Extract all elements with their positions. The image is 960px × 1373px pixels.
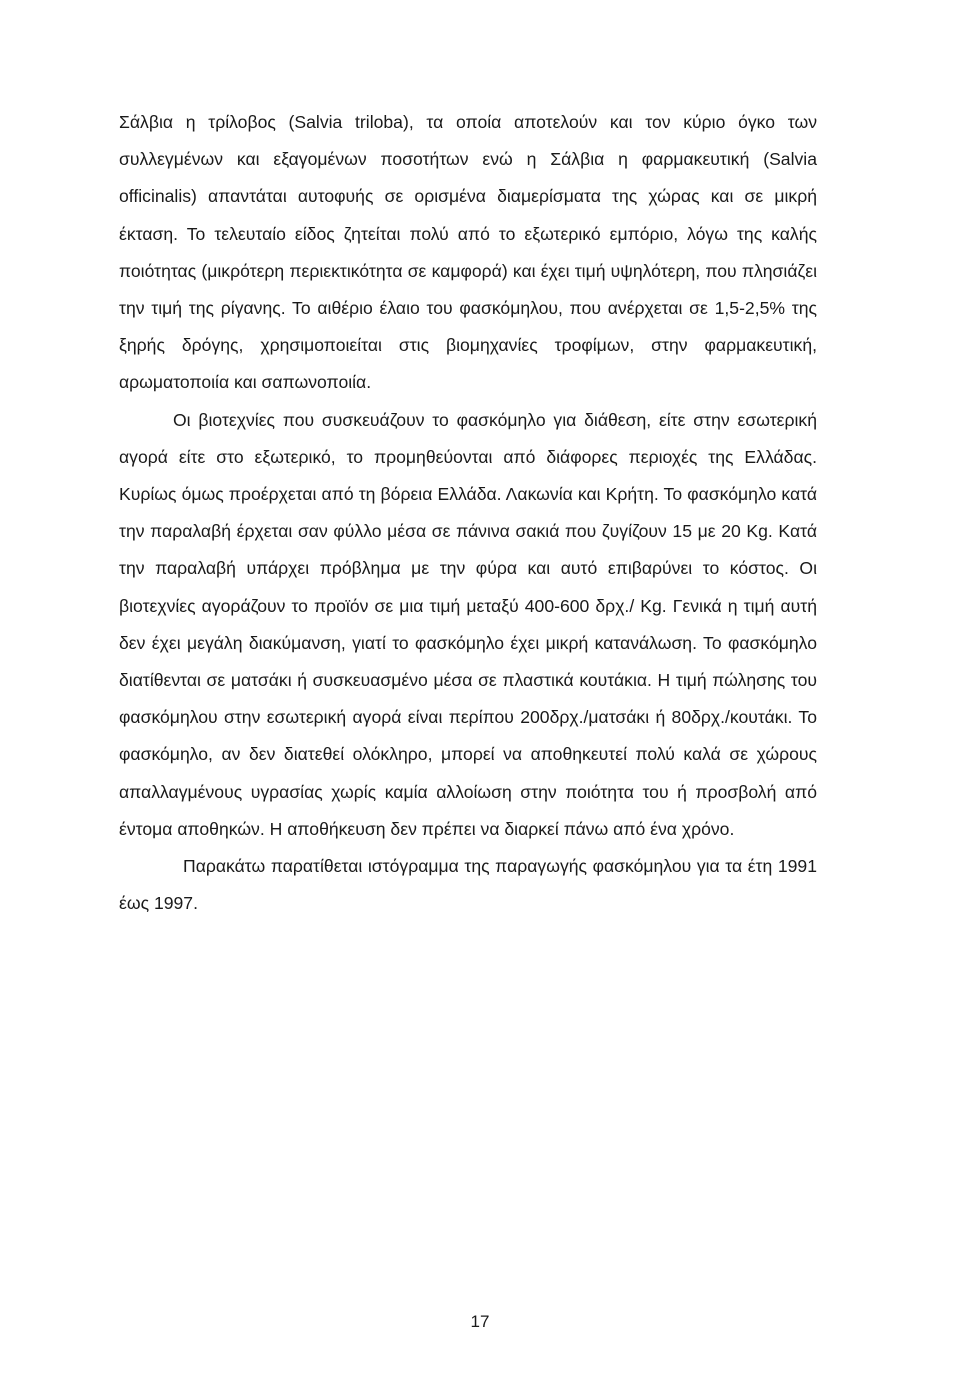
body-text <box>119 104 817 922</box>
paragraph-1: Σάλβια η τρίλοβος (Salvia triloba), τα οποία αποτελούν και τον κύριο όγκο των συλλεγμένων και εξαγομένων ποσοτήτων ενώ η Σάλβια η φαρμακευτική (Salvia officinalis) απαντάται αυτοφυής σε ορισμένα διαμερίσματα της χώρας και σε μικρή έκταση. Το τελευταίο είδος ζητείται πολύ από το εξωτερικό εμπόριο, λόγω της καλής ποιότητας (μικρότερη περιεκτικότητα σε καμφορά) και έχει τιμή υψηλότερη, που πλησιάζει την τιμή της ρίγανης. Το αιθέριο έλαιο του φασκόμηλου, που ανέρχεται σε 1,5-2,5% της ξηρής δρόγης, χρησιμοποιείται στις βιομηχανίες τροφίμων, στην φαρμακευτική, αρωματοποιία και σαπωνοποιία. <box>119 112 817 393</box>
paragraph-3: Παρακάτω παρατίθεται ιστόγραμμα της παραγωγής φασκόμηλου για τα έτη 1991 έως 1997. <box>119 856 817 914</box>
paragraph-2: Οι βιοτεχνίες που συσκευάζουν το φασκόμηλο για διάθεση, είτε στην εσωτερική αγορά είτε στο εξωτερικό, το προμηθεύονται από διάφορες περιοχές της Ελλάδας. Κυρίως όμως προέρχεται από τη βόρεια Ελλάδα. Λακωνία και Κρήτη. Το φασκόμηλο κατά την παραλαβή έρχεται σαν φύλλο μέσα σε πάνινα σακιά που ζυγίζουν 15 με 20 Kg. Κατά την παραλαβή υπάρχει πρόβλημα με την φύρα και αυτό επιβαρύνει το κόστος. Οι βιοτεχνίες αγοράζουν το προϊόν σε μια τιμή μεταξύ 400-600 δρχ./ Kg. Γενικά η τιμή αυτή δεν έχει μεγάλη διακύμανση, γιατί το φασκόμηλο έχει μικρή κατανάλωση. Το φασκόμηλο διατίθενται σε ματσάκι ή συσκευασμένο μέσα σε πλαστικά κουτάκια. Η τιμή πώλησης του φασκόμηλου στην εσωτερική αγορά είναι περίπου 200δρχ./ματσάκι ή 80δρχ./κουτάκι. Το φασκόμηλο, αν δεν διατεθεί ολόκληρο, μπορεί να αποθηκευτεί πολύ καλά σε χώρους απαλλαγμένους υγρασίας χωρίς καμία αλλοίωση στην ποιότητα του ή προσβολή από έντομα αποθηκών. Η αποθήκευση δεν πρέπει να διαρκεί πάνω από ένα χρόνο. <box>119 409 817 839</box>
page-number: 17 <box>470 1312 490 1331</box>
